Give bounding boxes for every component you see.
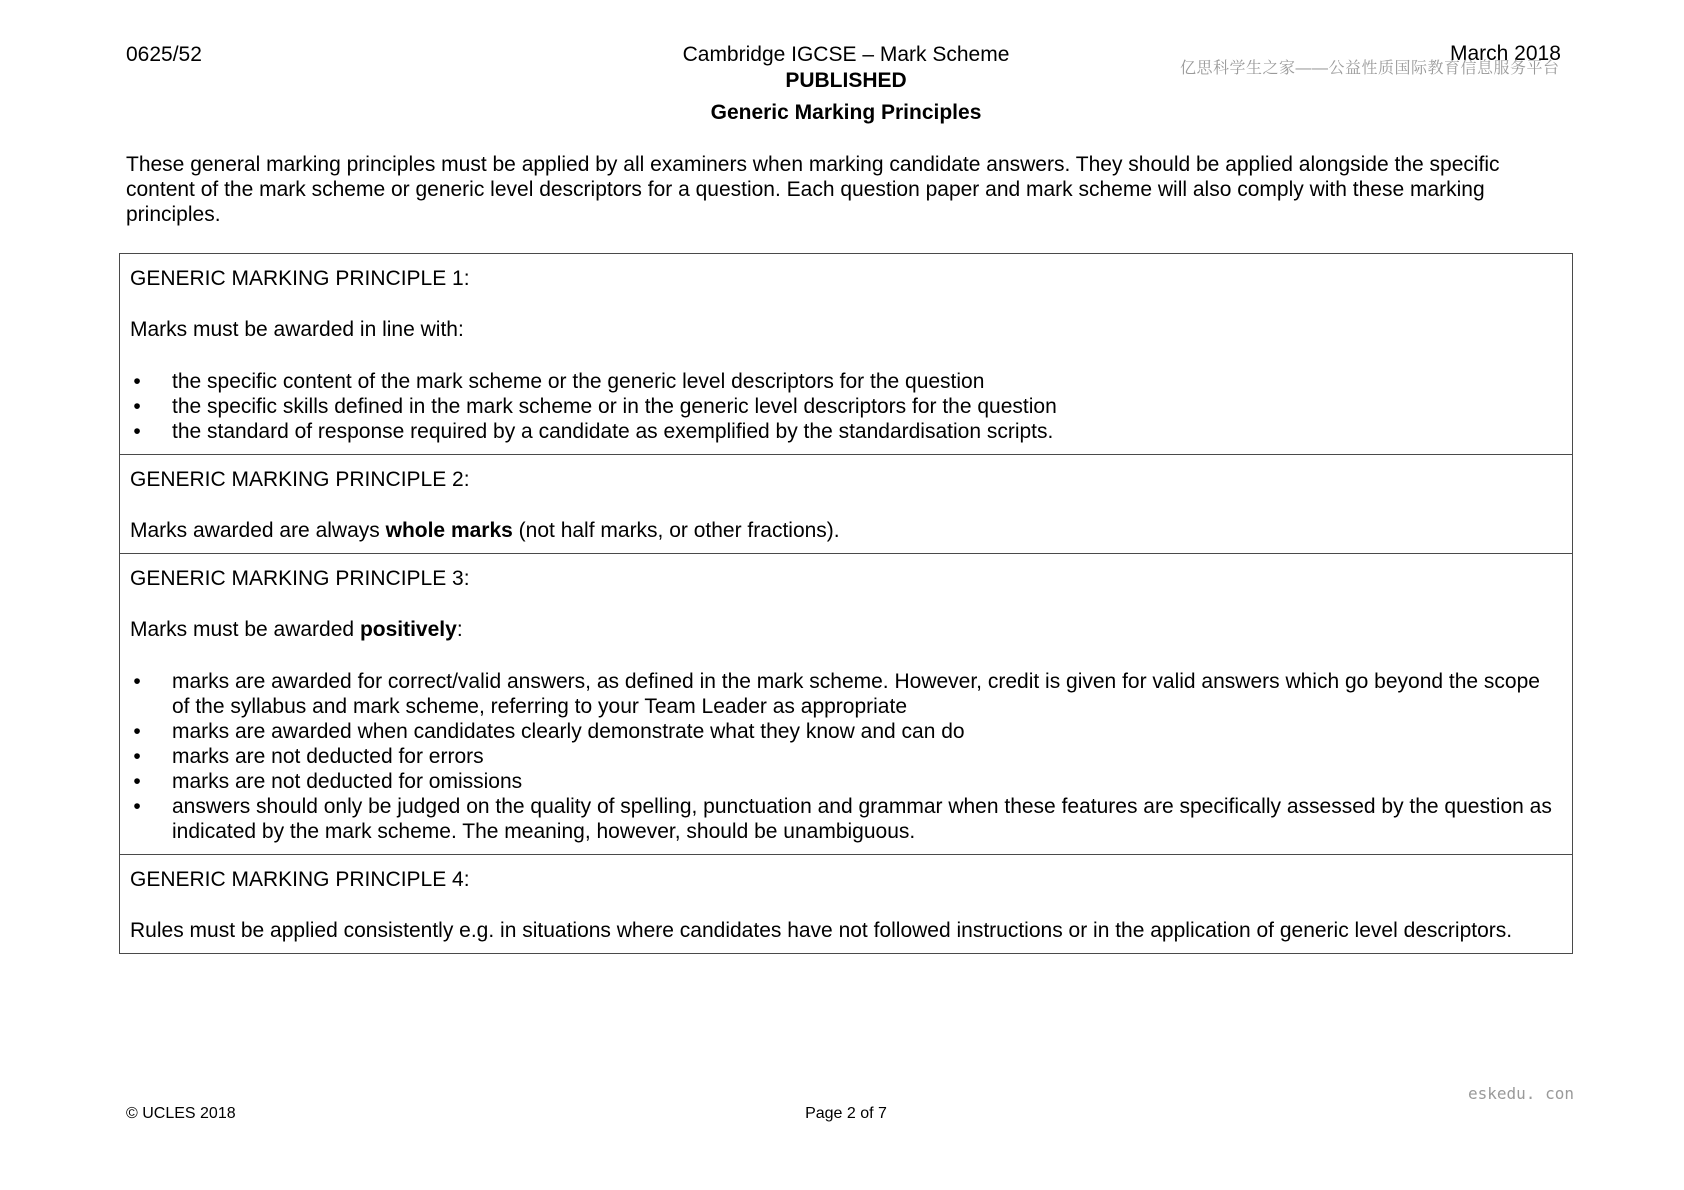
principle-2-cell [120, 454, 1572, 553]
exam-date: March 2018 [1450, 42, 1561, 65]
principle-2-text-start: Marks awarded are always [130, 519, 386, 542]
principle-4-text: Rules must be applied consistently e.g. in situations where candidates have not followed instructions or in the application of generic level descriptors. [130, 919, 1513, 942]
principle-3-title: GENERIC MARKING PRINCIPLE 3: [130, 567, 470, 590]
principle-3-text-start: Marks must be awarded [130, 618, 360, 641]
bullet-icon: • [133, 720, 141, 743]
principle-2-title: GENERIC MARKING PRINCIPLE 2: [130, 468, 470, 491]
bullet-icon: • [133, 420, 141, 443]
section-heading: Generic Marking Principles [710, 101, 982, 124]
list-item [130, 369, 1562, 394]
bullet-icon: • [133, 670, 141, 693]
principle-4-cell [120, 854, 1572, 953]
list-item [130, 394, 1562, 419]
bullet-icon: • [133, 770, 141, 793]
bullet-icon: • [133, 370, 141, 393]
intro-paragraph: These general marking principles must be applied by all examiners when marking candidate answers. They should be applied alongside the specific content of the mark scheme or generic level descriptors for a question. Each question paper and mark scheme will also comply with these marking principles. [126, 153, 1500, 226]
list-item [130, 769, 1562, 794]
list-item [130, 669, 1562, 719]
list-item [130, 719, 1562, 744]
principle-2-emphasis: whole marks [385, 519, 513, 542]
list-item-text: the specific skills defined in the mark scheme or in the generic level descriptors for the question [172, 395, 1057, 418]
paper-code: 0625/52 [126, 43, 202, 66]
list-item [130, 794, 1562, 844]
principle-1-list [130, 369, 1562, 444]
document-title: Cambridge IGCSE – Mark Scheme [682, 43, 1010, 66]
header-watermark: 亿思科学生之家——公益性质国际教育信息服务平台 [1180, 60, 1560, 77]
footer-watermark: eskedu. con [1468, 1084, 1574, 1103]
list-item [130, 419, 1562, 444]
principles-table [119, 253, 1573, 954]
principle-3-list [130, 669, 1562, 844]
bullet-icon: • [133, 395, 141, 418]
list-item-text: marks are not deducted for errors [172, 745, 484, 768]
page-number: Page 2 of 7 [805, 1105, 887, 1122]
principle-1-title: GENERIC MARKING PRINCIPLE 1: [130, 267, 470, 290]
list-item-text: the specific content of the mark scheme or the generic level descriptors for the question [172, 370, 985, 393]
list-item-text: the standard of response required by a candidate as exemplified by the standardisation scripts. [172, 420, 1054, 443]
list-item-text: marks are awarded when candidates clearly demonstrate what they know and can do [172, 720, 965, 743]
principle-4-title: GENERIC MARKING PRINCIPLE 4: [130, 868, 470, 891]
principle-1-cell [120, 254, 1572, 454]
bullet-icon: • [133, 745, 141, 768]
principle-1-intro: Marks must be awarded in line with: [130, 318, 464, 341]
bullet-icon: • [133, 795, 141, 818]
list-item-text: answers should only be judged on the quality of spelling, punctuation and grammar when these features are specifically assessed by the question as indicated by the mark scheme. The meaning, however, should be unambiguous. [172, 795, 1552, 843]
list-item [130, 744, 1562, 769]
principle-3-cell [120, 553, 1572, 854]
principle-3-intro [130, 617, 1562, 642]
list-item-text: marks are not deducted for omissions [172, 770, 523, 793]
principle-2-text [130, 518, 1562, 543]
published-label: PUBLISHED [785, 69, 907, 92]
principle-3-text-end: : [456, 618, 463, 641]
list-item-text: marks are awarded for correct/valid answers, as defined in the mark scheme. However, credit is given for valid answers which go beyond the scope of the syllabus and mark scheme, referring to your Team Leader as appropriate [172, 670, 1540, 718]
copyright: © UCLES 2018 [126, 1105, 236, 1122]
principle-3-emphasis: positively [359, 618, 457, 641]
principle-2-text-end: (not half marks, or other fractions). [512, 519, 840, 542]
